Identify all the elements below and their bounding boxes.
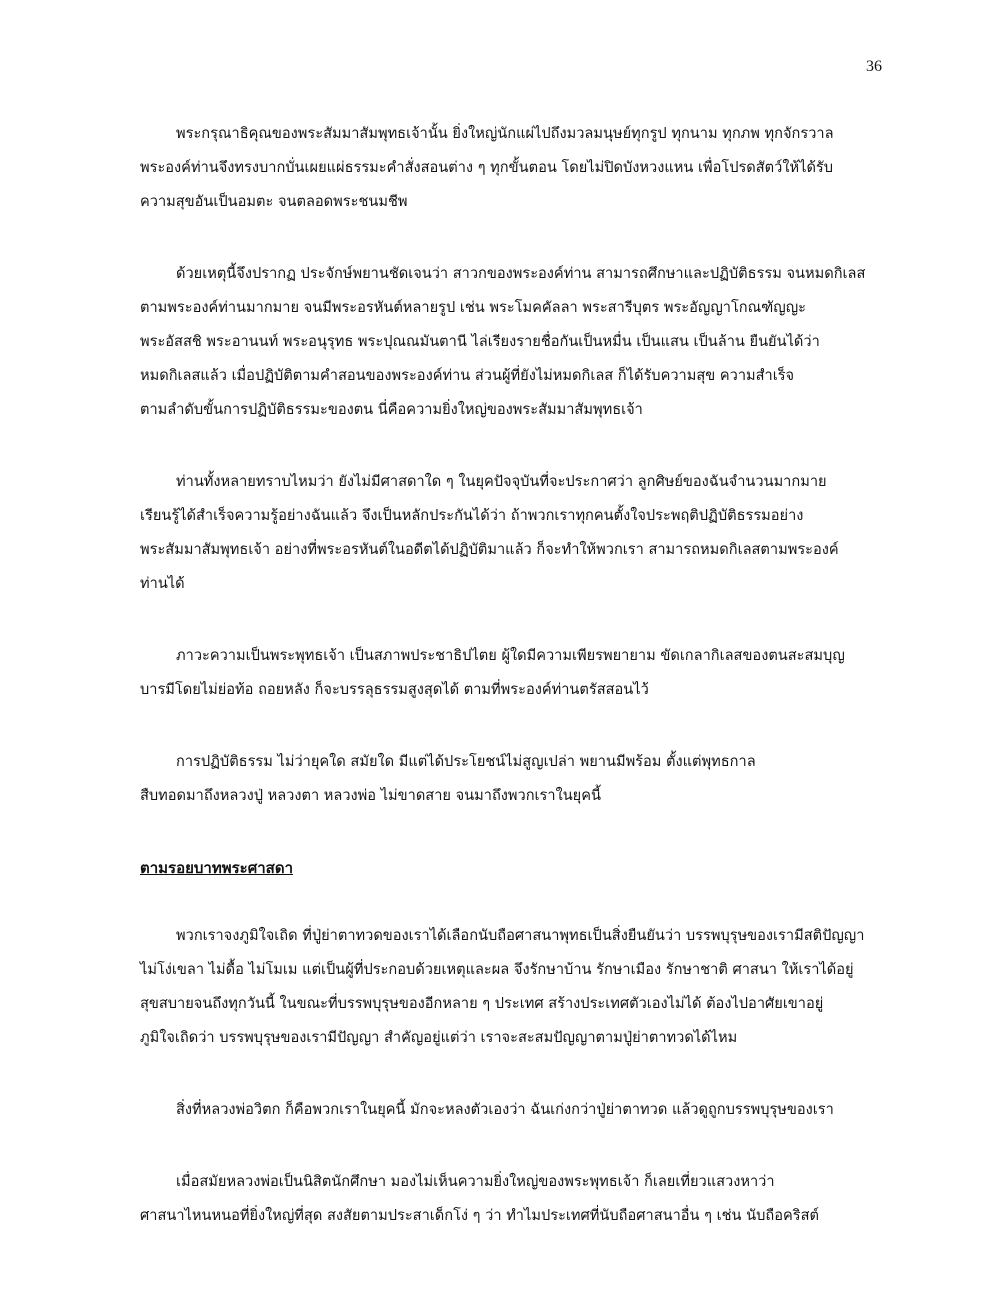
paragraph-line: พระองค์ท่านจึงทรงบากบั่นเผยแผ่ธรรมะคำสั่งสอนต่าง ๆ ทุกขั้นตอน โดยไม่ปิดบังหวงแหน เพื่อโปรดสัตว์ให้ได้รับ [140,159,834,176]
paragraph-line: พระสัมมาสัมพุทธเจ้า อย่างที่พระอรหันต์ในอดีตได้ปฏิบัติมาแล้ว ก็จะทำให้พวกเรา สามารถหมดกิเลสตามพระองค์ [140,541,839,558]
paragraph-line: สุขสบายจนถึงทุกวันนี้ ในขณะที่บรรพบุรุษของอีกหลาย ๆ ประเทศ สร้างประเทศตัวเองไม่ได้ ต้องไปอาศัยเขาอยู่ [140,995,824,1012]
paragraph-line: เมื่อสมัยหลวงพ่อเป็นนิสิตนักศึกษา มองไม่เห็นความยิ่งใหญ่ของพระพุทธเจ้า ก็เลยเที่ยวแสวงหาว่า [176,1173,775,1190]
paragraph-line: พระอัสสชิ พระอานนท์ พระอนุรุทธ พระปุณณมันตานี ไล่เรียงรายชื่อกันเป็นหมื่น เป็นแสน เป็นล้าน ยืนยันได้ว่า [140,333,820,350]
paragraph-5 [140,745,888,813]
paragraph-line: เรียนรู้ได้สำเร็จความรู้อย่างฉันแล้ว จึงเป็นหลักประกันได้ว่า ถ้าพวกเราทุกคนตั้งใจประพฤติปฏิบัติธรรมอย่าง [140,507,804,524]
section-heading: ตามรอยบาทพระศาสดา [140,859,294,877]
paragraph-6 [140,919,888,1055]
paragraph-line: พวกเราจงภูมิใจเถิด ที่ปู่ย่าตาทวดของเราได้เลือกนับถือศาสนาพุทธเป็นสิ่งยืนยันว่า บรรพบุรุษของเรามีสติปัญญา [176,927,865,944]
paragraph-8 [140,1165,888,1233]
paragraph-line: บารมีโดยไม่ย่อท้อ ถอยหลัง ก็จะบรรลุธรรมสูงสุดได้ ตามที่พระองค์ท่านตรัสสอนไว้ [140,681,649,698]
paragraph-4 [140,639,888,707]
paragraph-2 [140,257,888,427]
paragraph-line: การปฏิบัติธรรม ไม่ว่ายุคใด สมัยใด มีแต่ได้ประโยชน์ไม่สูญเปล่า พยานมีพร้อม ตั้งแต่พุทธกาล [176,753,756,770]
paragraph-line: ด้วยเหตุนี้จึงปรากฏ ประจักษ์พยานชัดเจนว่า สาวกของพระองค์ท่าน สามารถศึกษาและปฏิบัติธรรม จนหมดกิเลส [176,265,866,282]
paragraph-line: ภูมิใจเถิดว่า บรรพบุรุษของเรามีปัญญา สำคัญอยู่แต่ว่า เราจะสะสมปัญญาตามปู่ย่าตาทวดได้ไหม [140,1029,738,1046]
paragraph-line: หมดกิเลสแล้ว เมื่อปฏิบัติตามคำสอนของพระองค์ท่าน ส่วนผู้ที่ยังไม่หมดกิเลส ก็ได้รับความสุข ความสำเร็จ [140,367,795,384]
paragraph-line: ภาวะความเป็นพระพุทธเจ้า เป็นสภาพประชาธิปไตย ผู้ใดมีความเพียรพยายาม ขัดเกลากิเลสของตนสะสมบุญ [176,647,845,664]
paragraph-1 [140,117,888,219]
paragraph-line: สืบทอดมาถึงหลวงปู่ หลวงตา หลวงพ่อ ไม่ขาดสาย จนมาถึงพวกเราในยุคนี้ [140,787,601,804]
paragraph-3 [140,465,888,601]
paragraph-line: ท่านได้ [140,575,185,592]
paragraph-line: พระกรุณาธิคุณของพระสัมมาสัมพุทธเจ้านั้น ยิ่งใหญ่นักแผ่ไปถึงมวลมนุษย์ทุกรูป ทุกนาม ทุกภพ ทุกจักรวาล [176,125,834,142]
paragraph-line: ความสุขอันเป็นอมตะ จนตลอดพระชนมชีพ [140,193,408,210]
paragraph-line: ตามพระองค์ท่านมากมาย จนมีพระอรหันต์หลายรูป เช่น พระโมคคัลลา พระสารีบุตร พระอัญญาโกณฑัญญะ [140,299,806,316]
paragraph-line: ท่านทั้งหลายทราบไหมว่า ยังไม่มีศาสดาใด ๆ ในยุคปัจจุบันที่จะประกาศว่า ลูกศิษย์ของฉันจำนวนมากมาย [176,473,827,490]
paragraph-line: ตามลำดับขั้นการปฏิบัติธรรมะของตน นี่คือความยิ่งใหญ่ของพระสัมมาสัมพุทธเจ้า [140,401,643,418]
paragraph-line: สิ่งที่หลวงพ่อวิตก ก็คือพวกเราในยุคนี้ มักจะหลงตัวเองว่า ฉันเก่งกว่าปู่ย่าตาทวด แล้วดูถูกบรรพบุรุษของเรา [176,1101,834,1118]
paragraph-line: ศาสนาไหนหนอที่ยิ่งใหญ่ที่สุด สงสัยตามประสาเด็กโง่ ๆ ว่า ทำไมประเทศที่นับถือศาสนาอื่น ๆ เช่น นับถือคริสต์ [140,1207,819,1224]
paragraph-line: ไม่โง่เขลา ไม่ดื้อ ไม่โมเม แต่เป็นผู้ที่ประกอบด้วยเหตุและผล จึงรักษาบ้าน รักษาเมือง รักษาชาติ ศาสนา ให้เราได้อยู่ [140,961,854,978]
page-number: 36 [866,58,882,75]
document-body [140,117,888,1271]
paragraph-7 [140,1093,888,1127]
